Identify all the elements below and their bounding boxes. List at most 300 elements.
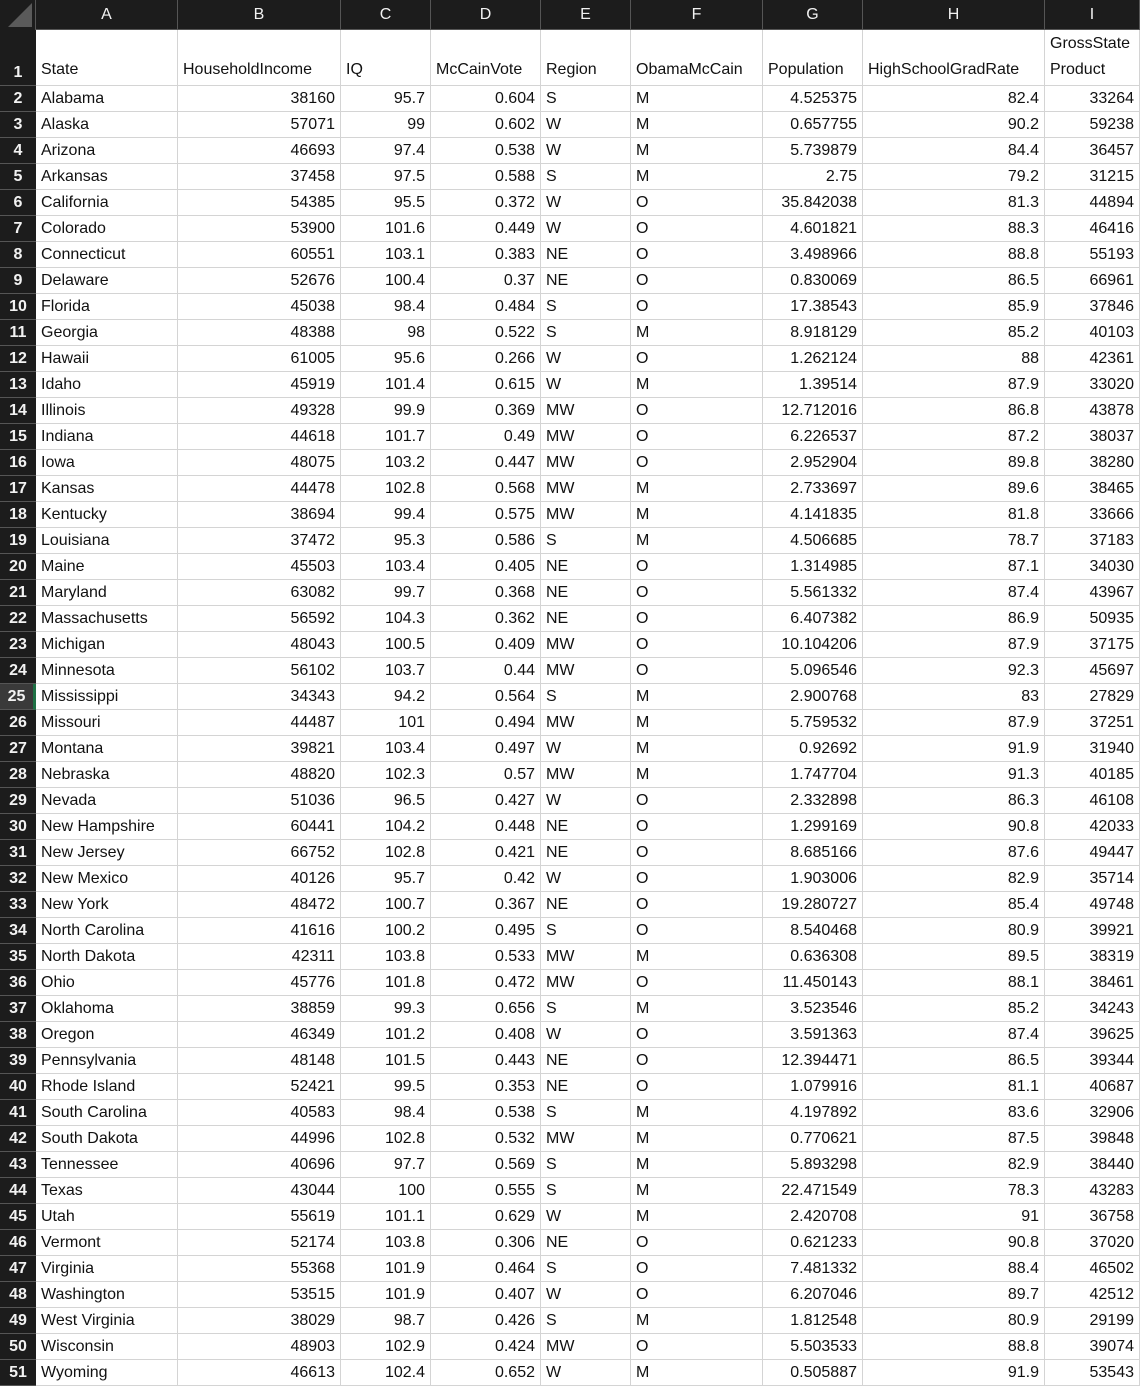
cell-b[interactable]: 49328 [178,398,341,424]
cell-h[interactable]: 87.2 [863,424,1045,450]
cell-g[interactable]: 6.407382 [763,606,863,632]
cell-f[interactable]: O [631,1230,763,1256]
cell-h[interactable]: 90.2 [863,112,1045,138]
cell-f[interactable]: O [631,1074,763,1100]
cell-e[interactable]: W [541,138,631,164]
row-number[interactable]: 18 [0,502,36,528]
cell-f[interactable]: O [631,346,763,372]
cell-d[interactable]: 0.656 [431,996,541,1022]
cell-c[interactable]: 100.5 [341,632,431,658]
header-cell-d[interactable]: McCainVote [431,30,541,86]
cell-g[interactable]: 2.952904 [763,450,863,476]
cell-i[interactable]: 43283 [1045,1178,1140,1204]
cell-i[interactable]: 34243 [1045,996,1140,1022]
cell-c[interactable]: 95.5 [341,190,431,216]
cell-b[interactable]: 48388 [178,320,341,346]
cell-i[interactable]: 38280 [1045,450,1140,476]
cell-c[interactable]: 102.4 [341,1360,431,1386]
cell-g[interactable]: 12.394471 [763,1048,863,1074]
cell-h[interactable]: 80.9 [863,918,1045,944]
row-number[interactable]: 49 [0,1308,36,1334]
cell-d[interactable]: 0.426 [431,1308,541,1334]
cell-b[interactable]: 48043 [178,632,341,658]
cell-a[interactable]: Virginia [36,1256,178,1282]
header-cell-c[interactable]: IQ [341,30,431,86]
cell-e[interactable]: MW [541,762,631,788]
row-number[interactable]: 7 [0,216,36,242]
row-number[interactable]: 9 [0,268,36,294]
cell-e[interactable]: S [541,1152,631,1178]
cell-c[interactable]: 100 [341,1178,431,1204]
cell-e[interactable]: NE [541,1074,631,1100]
row-number[interactable]: 28 [0,762,36,788]
cell-f[interactable]: M [631,86,763,112]
cell-a[interactable]: South Dakota [36,1126,178,1152]
cell-i[interactable]: 37020 [1045,1230,1140,1256]
cell-e[interactable]: NE [541,580,631,606]
cell-g[interactable]: 0.505887 [763,1360,863,1386]
cell-d[interactable]: 0.588 [431,164,541,190]
cell-i[interactable]: 42361 [1045,346,1140,372]
cell-a[interactable]: Texas [36,1178,178,1204]
cell-h[interactable]: 88 [863,346,1045,372]
cell-i[interactable]: 36758 [1045,1204,1140,1230]
cell-g[interactable]: 6.207046 [763,1282,863,1308]
cell-g[interactable]: 1.262124 [763,346,863,372]
cell-d[interactable]: 0.37 [431,268,541,294]
cell-f[interactable]: O [631,788,763,814]
cell-b[interactable]: 54385 [178,190,341,216]
cell-a[interactable]: Wisconsin [36,1334,178,1360]
cell-b[interactable]: 42311 [178,944,341,970]
cell-d[interactable]: 0.575 [431,502,541,528]
cell-h[interactable]: 80.9 [863,1308,1045,1334]
cell-d[interactable]: 0.306 [431,1230,541,1256]
cell-h[interactable]: 92.3 [863,658,1045,684]
cell-i[interactable]: 42512 [1045,1282,1140,1308]
cell-e[interactable]: W [541,216,631,242]
cell-i[interactable]: 50935 [1045,606,1140,632]
cell-f[interactable]: O [631,632,763,658]
cell-i[interactable]: 38037 [1045,424,1140,450]
cell-h[interactable]: 81.3 [863,190,1045,216]
cell-d[interactable]: 0.629 [431,1204,541,1230]
cell-a[interactable]: Nebraska [36,762,178,788]
cell-c[interactable]: 99.5 [341,1074,431,1100]
cell-i[interactable]: 27829 [1045,684,1140,710]
cell-b[interactable]: 63082 [178,580,341,606]
cell-d[interactable]: 0.427 [431,788,541,814]
row-number[interactable]: 6 [0,190,36,216]
cell-c[interactable]: 97.7 [341,1152,431,1178]
cell-a[interactable]: Indiana [36,424,178,450]
row-number[interactable]: 40 [0,1074,36,1100]
cell-f[interactable]: M [631,502,763,528]
cell-i[interactable]: 49748 [1045,892,1140,918]
cell-b[interactable]: 45038 [178,294,341,320]
cell-a[interactable]: Michigan [36,632,178,658]
row-number[interactable]: 42 [0,1126,36,1152]
cell-a[interactable]: Wyoming [36,1360,178,1386]
row-number[interactable]: 48 [0,1282,36,1308]
cell-c[interactable]: 101.4 [341,372,431,398]
cell-g[interactable]: 22.471549 [763,1178,863,1204]
cell-d[interactable]: 0.49 [431,424,541,450]
cell-c[interactable]: 99 [341,112,431,138]
cell-e[interactable]: MW [541,944,631,970]
cell-b[interactable]: 44996 [178,1126,341,1152]
cell-g[interactable]: 7.481332 [763,1256,863,1282]
cell-b[interactable]: 48075 [178,450,341,476]
cell-a[interactable]: Hawaii [36,346,178,372]
cell-c[interactable]: 103.4 [341,554,431,580]
cell-a[interactable]: North Carolina [36,918,178,944]
row-number[interactable]: 19 [0,528,36,554]
row-number[interactable]: 24 [0,658,36,684]
row-number[interactable]: 32 [0,866,36,892]
cell-e[interactable]: MW [541,398,631,424]
cell-h[interactable]: 86.8 [863,398,1045,424]
row-number[interactable]: 37 [0,996,36,1022]
cell-i[interactable]: 36457 [1045,138,1140,164]
cell-e[interactable]: MW [541,424,631,450]
cell-e[interactable]: MW [541,658,631,684]
cell-i[interactable]: 33264 [1045,86,1140,112]
cell-h[interactable]: 83 [863,684,1045,710]
cell-i[interactable]: 49447 [1045,840,1140,866]
cell-a[interactable]: Kansas [36,476,178,502]
cell-d[interactable]: 0.362 [431,606,541,632]
cell-c[interactable]: 101.9 [341,1256,431,1282]
cell-f[interactable]: M [631,996,763,1022]
cell-h[interactable]: 88.8 [863,242,1045,268]
cell-g[interactable]: 4.141835 [763,502,863,528]
cell-c[interactable]: 104.2 [341,814,431,840]
cell-f[interactable]: O [631,450,763,476]
column-header-i[interactable]: I [1045,0,1140,30]
cell-b[interactable]: 52421 [178,1074,341,1100]
cell-a[interactable]: Washington [36,1282,178,1308]
cell-c[interactable]: 101.9 [341,1282,431,1308]
cell-a[interactable]: Florida [36,294,178,320]
cell-g[interactable]: 2.900768 [763,684,863,710]
row-number[interactable]: 38 [0,1022,36,1048]
column-header-e[interactable]: E [541,0,631,30]
cell-e[interactable]: W [541,788,631,814]
row-number[interactable]: 1 [0,30,36,86]
cell-f[interactable]: M [631,1178,763,1204]
cell-b[interactable]: 55619 [178,1204,341,1230]
cell-f[interactable]: O [631,1048,763,1074]
cell-c[interactable]: 101.5 [341,1048,431,1074]
cell-c[interactable]: 99.9 [341,398,431,424]
cell-a[interactable]: Ohio [36,970,178,996]
cell-c[interactable]: 98.7 [341,1308,431,1334]
cell-f[interactable]: O [631,840,763,866]
cell-f[interactable]: M [631,710,763,736]
cell-d[interactable]: 0.615 [431,372,541,398]
column-header-d[interactable]: D [431,0,541,30]
cell-d[interactable]: 0.409 [431,632,541,658]
cell-c[interactable]: 95.7 [341,866,431,892]
cell-b[interactable]: 45503 [178,554,341,580]
row-number[interactable]: 50 [0,1334,36,1360]
cell-d[interactable]: 0.372 [431,190,541,216]
row-number[interactable]: 39 [0,1048,36,1074]
cell-f[interactable]: O [631,1256,763,1282]
row-number[interactable]: 46 [0,1230,36,1256]
cell-a[interactable]: New Hampshire [36,814,178,840]
cell-d[interactable]: 0.495 [431,918,541,944]
cell-h[interactable]: 86.3 [863,788,1045,814]
cell-b[interactable]: 48820 [178,762,341,788]
header-cell-a[interactable]: State [36,30,178,86]
cell-d[interactable]: 0.266 [431,346,541,372]
cell-f[interactable]: O [631,918,763,944]
row-number[interactable]: 2 [0,86,36,112]
cell-g[interactable]: 0.770621 [763,1126,863,1152]
cell-b[interactable]: 45919 [178,372,341,398]
cell-e[interactable]: NE [541,892,631,918]
cell-b[interactable]: 40696 [178,1152,341,1178]
cell-h[interactable]: 89.6 [863,476,1045,502]
cell-d[interactable]: 0.449 [431,216,541,242]
cell-g[interactable]: 12.712016 [763,398,863,424]
cell-h[interactable]: 85.9 [863,294,1045,320]
cell-e[interactable]: S [541,528,631,554]
cell-f[interactable]: O [631,190,763,216]
cell-e[interactable]: S [541,918,631,944]
cell-i[interactable]: 38461 [1045,970,1140,996]
cell-h[interactable]: 88.1 [863,970,1045,996]
cell-h[interactable]: 85.2 [863,996,1045,1022]
cell-d[interactable]: 0.522 [431,320,541,346]
row-number[interactable]: 13 [0,372,36,398]
cell-c[interactable]: 103.4 [341,736,431,762]
cell-c[interactable]: 95.6 [341,346,431,372]
cell-b[interactable]: 61005 [178,346,341,372]
cell-h[interactable]: 85.4 [863,892,1045,918]
header-cell-e[interactable]: Region [541,30,631,86]
cell-f[interactable]: M [631,762,763,788]
row-number[interactable]: 16 [0,450,36,476]
cell-b[interactable]: 52174 [178,1230,341,1256]
cell-i[interactable]: 32906 [1045,1100,1140,1126]
cell-a[interactable]: Arkansas [36,164,178,190]
cell-g[interactable]: 4.601821 [763,216,863,242]
cell-a[interactable]: Oklahoma [36,996,178,1022]
cell-b[interactable]: 53515 [178,1282,341,1308]
cell-c[interactable]: 99.7 [341,580,431,606]
row-number[interactable]: 10 [0,294,36,320]
cell-h[interactable]: 87.9 [863,632,1045,658]
cell-g[interactable]: 0.621233 [763,1230,863,1256]
row-number[interactable]: 26 [0,710,36,736]
cell-g[interactable]: 3.591363 [763,1022,863,1048]
cell-d[interactable]: 0.533 [431,944,541,970]
cell-f[interactable]: M [631,320,763,346]
cell-f[interactable]: O [631,424,763,450]
cell-h[interactable]: 82.4 [863,86,1045,112]
cell-h[interactable]: 87.1 [863,554,1045,580]
cell-c[interactable]: 101.8 [341,970,431,996]
cell-g[interactable]: 8.918129 [763,320,863,346]
cell-d[interactable]: 0.497 [431,736,541,762]
cell-e[interactable]: S [541,320,631,346]
row-number[interactable]: 22 [0,606,36,632]
cell-b[interactable]: 56102 [178,658,341,684]
cell-a[interactable]: Illinois [36,398,178,424]
cell-h[interactable]: 83.6 [863,1100,1045,1126]
cell-e[interactable]: MW [541,710,631,736]
cell-b[interactable]: 45776 [178,970,341,996]
cell-i[interactable]: 44894 [1045,190,1140,216]
cell-g[interactable]: 8.685166 [763,840,863,866]
cell-b[interactable]: 48903 [178,1334,341,1360]
cell-i[interactable]: 40185 [1045,762,1140,788]
cell-h[interactable]: 91.9 [863,736,1045,762]
cell-g[interactable]: 2.733697 [763,476,863,502]
cell-a[interactable]: Maryland [36,580,178,606]
cell-c[interactable]: 99.4 [341,502,431,528]
cell-e[interactable]: MW [541,502,631,528]
cell-h[interactable]: 86.5 [863,1048,1045,1074]
cell-i[interactable]: 46108 [1045,788,1140,814]
cell-f[interactable]: O [631,1282,763,1308]
cell-i[interactable]: 39921 [1045,918,1140,944]
cell-a[interactable]: Oregon [36,1022,178,1048]
cell-g[interactable]: 3.498966 [763,242,863,268]
row-number[interactable]: 11 [0,320,36,346]
cell-d[interactable]: 0.569 [431,1152,541,1178]
column-header-c[interactable]: C [341,0,431,30]
cell-f[interactable]: O [631,970,763,996]
cell-g[interactable]: 1.079916 [763,1074,863,1100]
row-number[interactable]: 12 [0,346,36,372]
cell-e[interactable]: NE [541,814,631,840]
cell-d[interactable]: 0.652 [431,1360,541,1386]
cell-i[interactable]: 40687 [1045,1074,1140,1100]
cell-i[interactable]: 45697 [1045,658,1140,684]
cell-b[interactable]: 38694 [178,502,341,528]
cell-a[interactable]: Louisiana [36,528,178,554]
cell-b[interactable]: 34343 [178,684,341,710]
cell-c[interactable]: 102.9 [341,1334,431,1360]
cell-c[interactable]: 98 [341,320,431,346]
cell-f[interactable]: M [631,1100,763,1126]
row-number[interactable]: 20 [0,554,36,580]
cell-a[interactable]: Idaho [36,372,178,398]
cell-a[interactable]: Alaska [36,112,178,138]
column-header-h[interactable]: H [863,0,1045,30]
cell-i[interactable]: 37846 [1045,294,1140,320]
cell-h[interactable]: 88.3 [863,216,1045,242]
cell-h[interactable]: 89.5 [863,944,1045,970]
cell-f[interactable]: O [631,398,763,424]
cell-i[interactable]: 29199 [1045,1308,1140,1334]
cell-i[interactable]: 46416 [1045,216,1140,242]
cell-c[interactable]: 102.8 [341,476,431,502]
cell-e[interactable]: S [541,684,631,710]
cell-i[interactable]: 33666 [1045,502,1140,528]
cell-a[interactable]: Vermont [36,1230,178,1256]
cell-e[interactable]: W [541,1282,631,1308]
cell-g[interactable]: 35.842038 [763,190,863,216]
cell-g[interactable]: 4.506685 [763,528,863,554]
cell-c[interactable]: 101.6 [341,216,431,242]
cell-e[interactable]: MW [541,1126,631,1152]
row-number[interactable]: 23 [0,632,36,658]
row-number[interactable]: 15 [0,424,36,450]
cell-f[interactable]: O [631,242,763,268]
cell-a[interactable]: Rhode Island [36,1074,178,1100]
cell-g[interactable]: 5.893298 [763,1152,863,1178]
cell-f[interactable]: O [631,216,763,242]
cell-e[interactable]: NE [541,268,631,294]
cell-h[interactable]: 85.2 [863,320,1045,346]
cell-c[interactable]: 103.8 [341,1230,431,1256]
cell-d[interactable]: 0.443 [431,1048,541,1074]
cell-e[interactable]: NE [541,1048,631,1074]
cell-a[interactable]: Colorado [36,216,178,242]
cell-g[interactable]: 0.830069 [763,268,863,294]
cell-i[interactable]: 40103 [1045,320,1140,346]
cell-d[interactable]: 0.586 [431,528,541,554]
cell-b[interactable]: 40583 [178,1100,341,1126]
cell-a[interactable]: Nevada [36,788,178,814]
cell-b[interactable]: 53900 [178,216,341,242]
cell-d[interactable]: 0.472 [431,970,541,996]
cell-a[interactable]: South Carolina [36,1100,178,1126]
cell-g[interactable]: 8.540468 [763,918,863,944]
column-header-b[interactable]: B [178,0,341,30]
row-number[interactable]: 29 [0,788,36,814]
cell-h[interactable]: 79.2 [863,164,1045,190]
cell-i[interactable]: 31215 [1045,164,1140,190]
cell-h[interactable]: 86.9 [863,606,1045,632]
cell-f[interactable]: M [631,112,763,138]
cell-a[interactable]: New Mexico [36,866,178,892]
cell-f[interactable]: M [631,164,763,190]
cell-b[interactable]: 46693 [178,138,341,164]
cell-i[interactable]: 66961 [1045,268,1140,294]
cell-g[interactable]: 2.332898 [763,788,863,814]
cell-a[interactable]: California [36,190,178,216]
cell-i[interactable]: 37251 [1045,710,1140,736]
cell-c[interactable]: 101.1 [341,1204,431,1230]
cell-g[interactable]: 3.523546 [763,996,863,1022]
cell-e[interactable]: S [541,86,631,112]
cell-c[interactable]: 103.8 [341,944,431,970]
row-number[interactable]: 47 [0,1256,36,1282]
cell-b[interactable]: 41616 [178,918,341,944]
cell-b[interactable]: 56592 [178,606,341,632]
cell-c[interactable]: 100.7 [341,892,431,918]
cell-h[interactable]: 87.4 [863,580,1045,606]
column-header-a[interactable]: A [36,0,178,30]
cell-c[interactable]: 101.7 [341,424,431,450]
cell-a[interactable]: Arizona [36,138,178,164]
cell-h[interactable]: 89.8 [863,450,1045,476]
cell-f[interactable]: M [631,1204,763,1230]
cell-d[interactable]: 0.424 [431,1334,541,1360]
cell-c[interactable]: 95.7 [341,86,431,112]
cell-h[interactable]: 91.3 [863,762,1045,788]
cell-h[interactable]: 81.1 [863,1074,1045,1100]
cell-h[interactable]: 91.9 [863,1360,1045,1386]
cell-f[interactable]: O [631,866,763,892]
cell-b[interactable]: 43044 [178,1178,341,1204]
